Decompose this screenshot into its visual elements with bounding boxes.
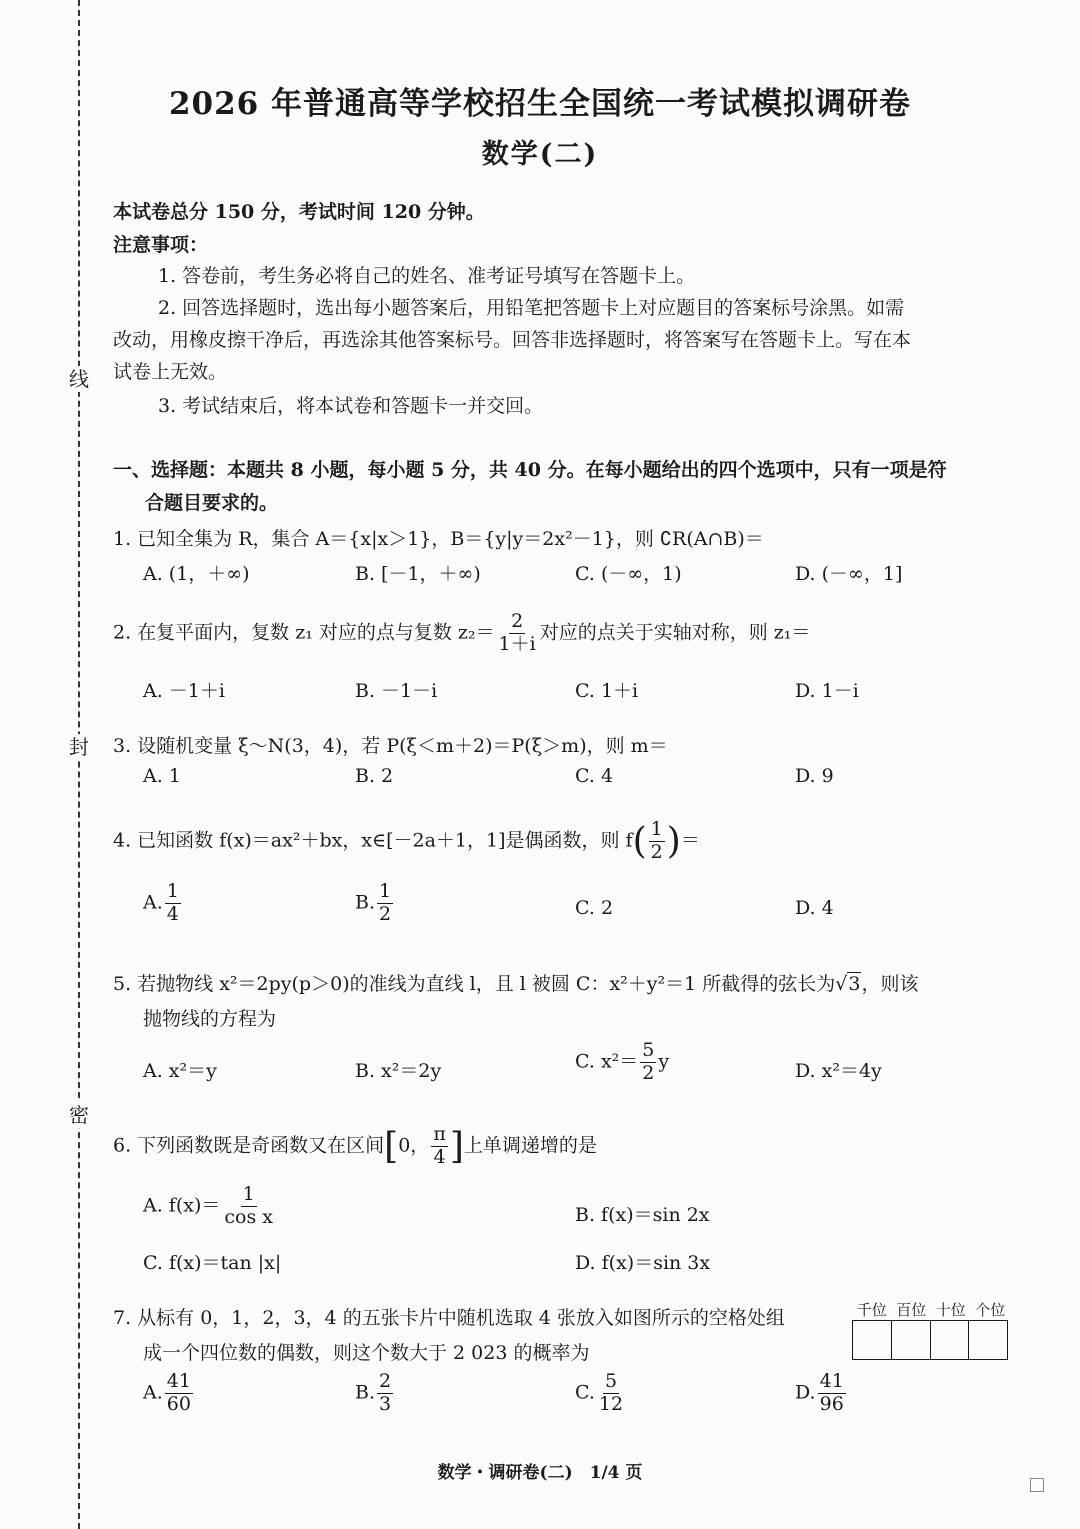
note-2-line2: 改动，用橡皮擦干净后，再选涂其他答案标号。回答非选择题时，将答案写在答题卡上。写在本 (113, 329, 912, 351)
q7-d-den: 96 (819, 1392, 844, 1415)
exam-title: 2026 年普通高等学校招生全国统一考试模拟调研卷 (168, 86, 912, 122)
q6-interval-left: 0， (398, 1134, 430, 1157)
q7-c-num: 5 (604, 1370, 618, 1392)
q5-stem-line1 (113, 969, 918, 996)
corner-stamp-icon (1030, 1478, 1044, 1492)
q5-sqrt-value: 3 (848, 973, 861, 995)
q5-c-num: 5 (642, 1039, 655, 1061)
q6-a-fraction (222, 1185, 275, 1228)
digit-header-ones: 个位 (975, 1301, 1006, 1319)
q7-stem-line2: 成一个四位数的偶数，则这个数大于 2 023 的概率为 (143, 1342, 590, 1364)
q4-fraction (649, 820, 665, 863)
q2-frac-num: 2 (511, 610, 524, 632)
q4-b-num: 1 (379, 880, 392, 902)
digit-cell-hundreds (892, 1321, 931, 1359)
note-3: 3. 考试结束后，将本试卷和答题卡一并交回。 (158, 395, 544, 417)
q6-right-bracket: ] (449, 1125, 464, 1167)
q4-frac-den: 2 (650, 840, 663, 863)
q4-b-fraction (377, 882, 393, 925)
q6-option-d: D. f(x)＝sin 3x (575, 1252, 711, 1274)
q7-a-fraction (165, 1372, 193, 1415)
digit-header-hundreds: 百位 (896, 1301, 927, 1319)
q6-interval-den: 4 (433, 1145, 446, 1168)
q2-stem (113, 612, 810, 655)
q7-option-d (795, 1372, 848, 1415)
q7-b-fraction (377, 1372, 393, 1415)
q3-option-b: B. 2 (355, 765, 394, 787)
q2-option-a: A. －1＋i (143, 680, 225, 702)
q7-b-label: B. (355, 1381, 376, 1404)
q7-option-c (575, 1372, 627, 1415)
q2-option-c: C. 1＋i (575, 680, 639, 702)
q7-a-num: 41 (166, 1370, 191, 1392)
q7-option-b (355, 1372, 395, 1415)
q4-stem (113, 820, 700, 863)
q5-sqrt: √3 (835, 973, 861, 995)
q2-option-d: D. 1－i (795, 680, 859, 702)
q4-option-b (355, 882, 395, 925)
q5-option-d: D. x²＝4y (795, 1060, 882, 1082)
binding-mark-line: 线 (66, 366, 92, 392)
q6-option-b: B. f(x)＝sin 2x (575, 1204, 710, 1226)
q2-stem-pre: 2. 在复平面内，复数 z₁ 对应的点与复数 z₂＝ (113, 621, 495, 644)
q6-a-pre: A. f(x)＝ (143, 1194, 221, 1217)
note-2-line1: 2. 回答选择题时，选出每小题答案后，用铅笔把答题卡上对应题目的答案标号涂黑。如需 (158, 297, 905, 319)
q2-fraction (497, 612, 538, 655)
q4-option-c: C. 2 (575, 897, 614, 919)
page-footer: 数学・调研卷(二) 1/4 页 (437, 1463, 643, 1483)
q1-stem: 1. 已知全集为 R，集合 A＝{x|x＞1}，B＝{y|y＝2x²－1}，则 ∁R(A∩B)＝ (113, 528, 764, 550)
q7-c-den: 12 (598, 1392, 624, 1415)
q1-option-d: D. (－∞，1] (795, 563, 903, 585)
q7-option-a (143, 1372, 195, 1415)
q2-option-b: B. －1－i (355, 680, 438, 702)
section1-heading-line1: 一、选择题：本题共 8 小题，每小题 5 分，共 40 分。在每小题给出的四个选项中，只有一项是符 (113, 459, 947, 481)
q5-option-a: A. x²＝y (143, 1060, 217, 1082)
q5-c-den: 2 (642, 1061, 655, 1084)
note-1: 1. 答卷前，考生务必将自己的姓名、准考证号填写在答题卡上。 (158, 265, 696, 287)
binding-mark-seal: 封 (66, 734, 92, 760)
q3-option-d: D. 9 (795, 765, 834, 787)
q4-right-paren: ) (666, 820, 681, 862)
digit-cell-tens (931, 1321, 970, 1359)
notes-title: 注意事项： (113, 234, 209, 256)
q7-d-label: D. (795, 1381, 816, 1404)
q4-option-d: D. 4 (795, 897, 834, 919)
q4-a-den: 4 (166, 902, 179, 925)
q2-stem-post: 对应的点关于实轴对称，则 z₁＝ (539, 621, 811, 644)
q5-stem-pre: 5. 若抛物线 x²＝2py(p＞0)的准线为直线 l，且 l 被圆 C：x²＋y²＝1 所截得的弦长为 (113, 973, 836, 995)
digit-header-tens: 十位 (935, 1301, 966, 1319)
q7-a-den: 60 (166, 1392, 191, 1415)
q6-interval-fraction (431, 1125, 448, 1168)
q1-option-a: A. (1，＋∞) (143, 563, 250, 585)
q6-a-den: cos x (224, 1205, 273, 1228)
note-2-line3: 试卷上无效。 (113, 361, 228, 383)
q5-c-pre: C. x²＝ (575, 1050, 639, 1073)
q6-stem-post: 上单调递增的是 (463, 1134, 597, 1157)
q5-stem-line2: 抛物线的方程为 (143, 1008, 277, 1030)
q6-option-c: C. f(x)＝tan |x| (143, 1252, 282, 1274)
q1-option-b: B. [－1，＋∞) (355, 563, 481, 585)
q3-stem: 3. 设随机变量 ξ～N(3，4)，若 P(ξ＜m＋2)＝P(ξ＞m)，则 m＝ (113, 735, 668, 757)
q5-c-fraction (640, 1041, 656, 1084)
q7-d-num: 41 (819, 1370, 844, 1392)
score-time-info: 本试卷总分 150 分，考试时间 120 分钟。 (113, 201, 485, 223)
q7-d-fraction (818, 1372, 846, 1415)
q4-b-label: B. (355, 891, 376, 914)
q7-a-label: A. (143, 1381, 163, 1404)
q4-stem-pre: 4. 已知函数 f(x)＝ax²＋bx，x∈[－2a＋1，1]是偶函数，则 f (113, 829, 633, 852)
q5-option-b: B. x²＝2y (355, 1060, 442, 1082)
q4-b-den: 2 (379, 902, 392, 925)
q4-option-a (143, 882, 183, 925)
q7-b-num: 2 (379, 1370, 392, 1392)
q3-option-c: C. 4 (575, 765, 614, 787)
digit-boxes-figure (852, 1320, 1008, 1360)
q6-a-num: 1 (242, 1183, 255, 1205)
q3-option-a: A. 1 (143, 765, 181, 787)
exam-subtitle: 数学(二) (481, 139, 599, 170)
q4-frac-num: 1 (650, 818, 663, 840)
q6-stem (113, 1125, 597, 1168)
q4-stem-post: ＝ (680, 829, 700, 852)
q4-a-fraction (165, 882, 181, 925)
digit-place-headers (852, 1299, 1010, 1320)
q6-interval-num: π (433, 1123, 446, 1145)
digit-cell-ones (969, 1321, 1007, 1359)
q7-c-fraction (597, 1372, 625, 1415)
q5-option-c (575, 1041, 669, 1084)
q4-a-label: A. (143, 891, 163, 914)
q7-stem-line1: 7. 从标有 0，1，2，3，4 的五张卡片中随机选取 4 张放入如图所示的空格处组 (113, 1307, 785, 1329)
digit-cell-thousands (853, 1321, 892, 1359)
q1-option-c: C. (－∞，1) (575, 563, 682, 585)
q2-frac-den: 1＋i (498, 632, 536, 655)
section1-heading-line2: 合题目要求的。 (145, 492, 279, 514)
q6-option-a (143, 1185, 277, 1228)
q4-a-num: 1 (166, 880, 179, 902)
q5-stem-post: ，则该 (861, 973, 919, 995)
q6-left-bracket: [ (384, 1125, 399, 1167)
q7-b-den: 3 (379, 1392, 392, 1415)
q7-c-label: C. (575, 1381, 595, 1404)
q6-stem-pre: 6. 下列函数既是奇函数又在区间 (113, 1134, 385, 1157)
q5-c-post: y (658, 1050, 670, 1073)
binding-mark-secret: 密 (66, 1102, 92, 1128)
q4-left-paren: ( (632, 820, 647, 862)
digit-header-thousands: 千位 (856, 1301, 887, 1319)
